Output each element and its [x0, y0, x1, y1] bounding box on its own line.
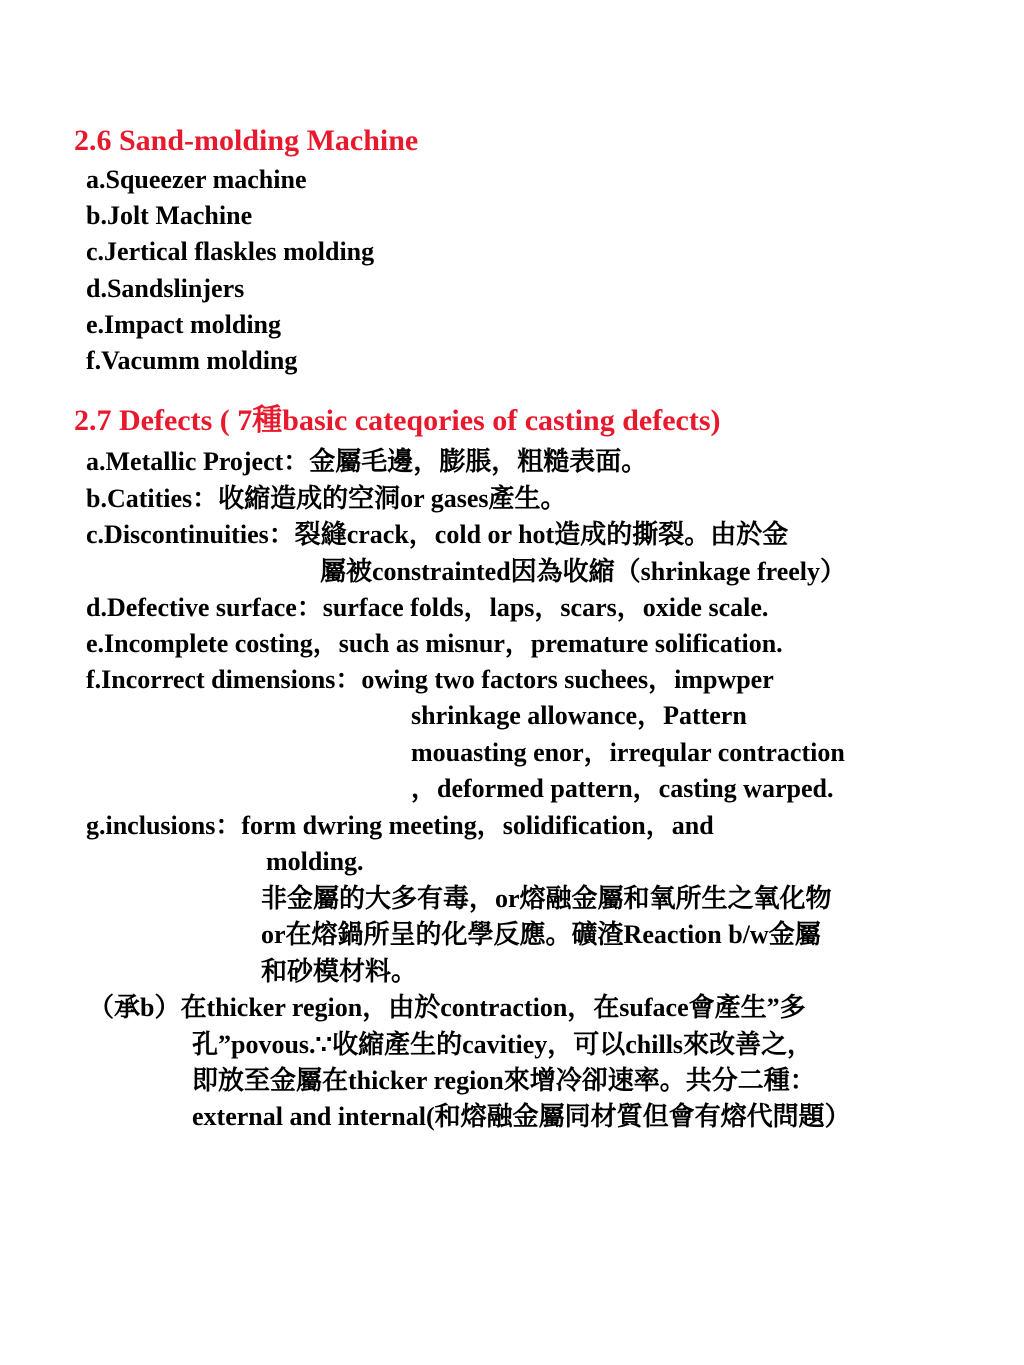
- defect-line: f.Incorrect dimensions：owing two factors suchees，impwper: [86, 665, 774, 694]
- defect-line: ，deformed pattern，casting warped.: [411, 774, 834, 803]
- defect-line: external and internal(和熔融金屬同材質但會有熔代問題）: [192, 1102, 851, 1131]
- list-item: d.Sandslinjers: [86, 274, 245, 303]
- defect-line: mouasting enor，irreqular contraction: [411, 738, 845, 767]
- list-item: f.Vacumm molding: [86, 346, 298, 375]
- defect-line: 即放至金屬在thicker region來增冷卻速率。共分二種：: [192, 1066, 816, 1095]
- list-item: a.Squeezer machine: [86, 165, 307, 194]
- defect-line: 和砂模材料。: [261, 957, 418, 986]
- defect-line: molding.: [266, 847, 364, 876]
- defect-line: a.Metallic Project：金屬毛邊，膨脹，粗糙表面。: [86, 447, 648, 476]
- section-2-7-heading: 2.7 Defects ( 7種basic cateqories of casting defects): [74, 404, 721, 437]
- section-2-6-heading: 2.6 Sand-molding Machine: [74, 124, 419, 157]
- defect-line: 孔”povous.∵收縮產生的cavitiey，可以chills來改善之，: [192, 1030, 814, 1059]
- defect-line: e.Incomplete costing，such as misnur，premature solification.: [86, 629, 783, 658]
- defect-line: d.Defective surface：surface folds，laps，scars，oxide scale.: [86, 593, 769, 622]
- defect-line: shrinkage allowance，Pattern: [411, 701, 747, 730]
- defect-line: b.Catities：收縮造成的空洞or gases產生。: [86, 484, 567, 513]
- defect-line: c.Discontinuities：裂縫crack，cold or hot造成的撕裂。由於金: [86, 520, 789, 549]
- list-item: e.Impact molding: [86, 310, 281, 339]
- defect-line: or在熔鍋所呈的化學反應。礦渣Reaction b/w金屬: [261, 920, 821, 949]
- defect-line: g.inclusions：form dwring meeting，solidification，and: [86, 811, 714, 840]
- defect-line: （承b）在thicker region，由於contraction，在suface會產生”多: [88, 993, 806, 1022]
- defect-line: 非金屬的大多有毒，or熔融金屬和氧所生之氧化物: [261, 884, 832, 913]
- list-item: b.Jolt Machine: [86, 201, 253, 230]
- defect-line: 屬被constrainted因為收縮（shrinkage freely）: [320, 557, 846, 586]
- list-item: c.Jertical flaskles molding: [86, 237, 375, 266]
